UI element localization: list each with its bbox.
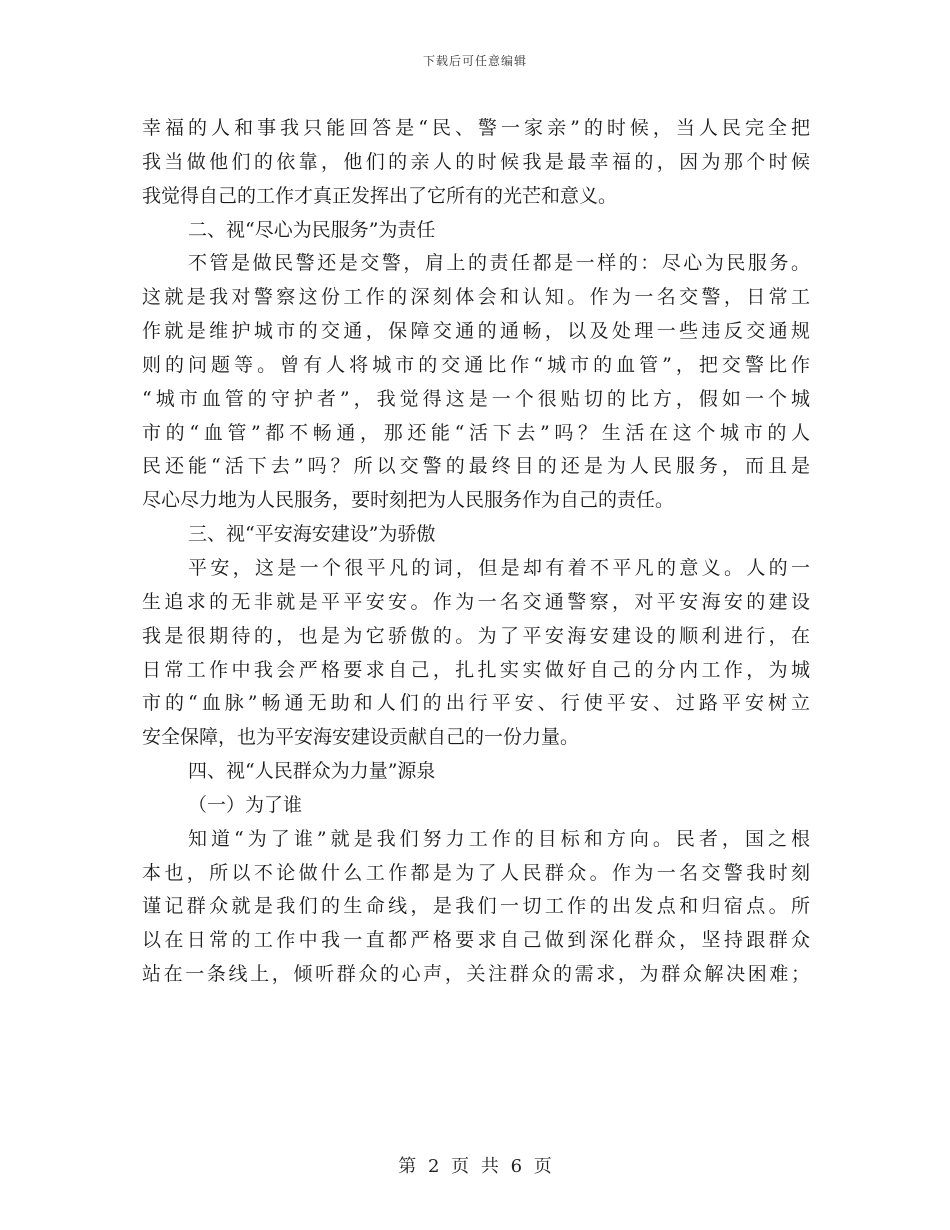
text-line: 作就是维护城市的交通，保障交通的通畅，以及处理一些违反交通规 <box>142 320 810 343</box>
text-line: 安全保障，也为平安海安建设贡献自己的一份力量。 <box>142 726 580 749</box>
page-suffix: 页 <box>533 1156 552 1177</box>
subsection-heading: （一）为了谁 <box>188 793 303 816</box>
page-total: 6 <box>510 1156 523 1177</box>
document-body <box>142 112 810 992</box>
section-heading: 三、视“平安海安建设”为骄傲 <box>188 523 436 546</box>
section-heading: 二、视“尽心为民服务”为责任 <box>188 218 436 241</box>
text-line: 生追求的无非就是平平安安。作为一名交通警察，对平安海安的建设 <box>142 590 810 613</box>
page-prefix: 第 <box>398 1156 417 1177</box>
text-line: 我是很期待的，也是为它骄傲的。为了平安海安建设的顺利进行，在 <box>142 624 810 647</box>
text-line: 尽心尽力地为人民服务，要时刻把为人民服务作为自己的责任。 <box>142 489 675 512</box>
text-line: 谨记群众就是我们的生命线，是我们一切工作的出发点和归宿点。所 <box>142 895 810 918</box>
text-line: 幸福的人和事我只能回答是“民、警一家亲”的时候，当人民完全把 <box>142 117 810 139</box>
page-header-note: 下载后可任意编辑 <box>422 54 527 68</box>
text-line: 民还能“活下去”吗？所以交警的最终目的还是为人民服务，而且是 <box>142 455 810 478</box>
page-current: 2 <box>427 1156 440 1177</box>
page-word: 页 <box>451 1156 470 1177</box>
text-line: 知道“为了谁”就是我们努力工作的目标和方向。民者，国之根 <box>188 827 810 850</box>
total-word: 共 <box>480 1156 499 1177</box>
text-line: “城市血管的守护者”，我觉得这是一个很贴切的比方，假如一个城 <box>142 387 810 410</box>
text-line: 这就是我对警察这份工作的深刻体会和认知。作为一名交警，日常工 <box>142 286 810 309</box>
text-line: 站在一条线上，倾听群众的心声，关注群众的需求，为群众解决困难； <box>142 963 810 986</box>
text-line: 不管是做民警还是交警，肩上的责任都是一样的：尽心为民服务。 <box>188 252 810 275</box>
text-line: 我当做他们的依靠，他们的亲人的时候我是最幸福的，因为那个时候 <box>142 150 810 173</box>
text-line: 市的“血管”都不畅通，那还能“活下去”吗？生活在这个城市的人 <box>142 421 810 444</box>
page-number <box>0 1152 950 1178</box>
text-line: 则的问题等。曾有人将城市的交通比作“城市的血管”，把交警比作 <box>142 353 810 376</box>
text-line: 日常工作中我会严格要求自己，扎扎实实做好自己的分内工作，为城 <box>142 658 810 681</box>
text-line: 平安，这是一个很平凡的词，但是却有着不平凡的意义。人的一 <box>188 556 810 579</box>
text-line: 以在日常的工作中我一直都严格要求自己做到深化群众，坚持跟群众 <box>142 929 810 952</box>
text-line: 本也，所以不论做什么工作都是为了人民群众。作为一名交警我时刻 <box>142 861 810 884</box>
section-heading: 四、视“人民群众为力量”源泉 <box>188 760 436 783</box>
text-line: 我觉得自己的工作才真正发挥出了它所有的光芒和意义。 <box>142 184 618 207</box>
text-line: 市的“血脉”畅通无助和人们的出行平安、行使平安、过路平安树立 <box>142 692 810 715</box>
